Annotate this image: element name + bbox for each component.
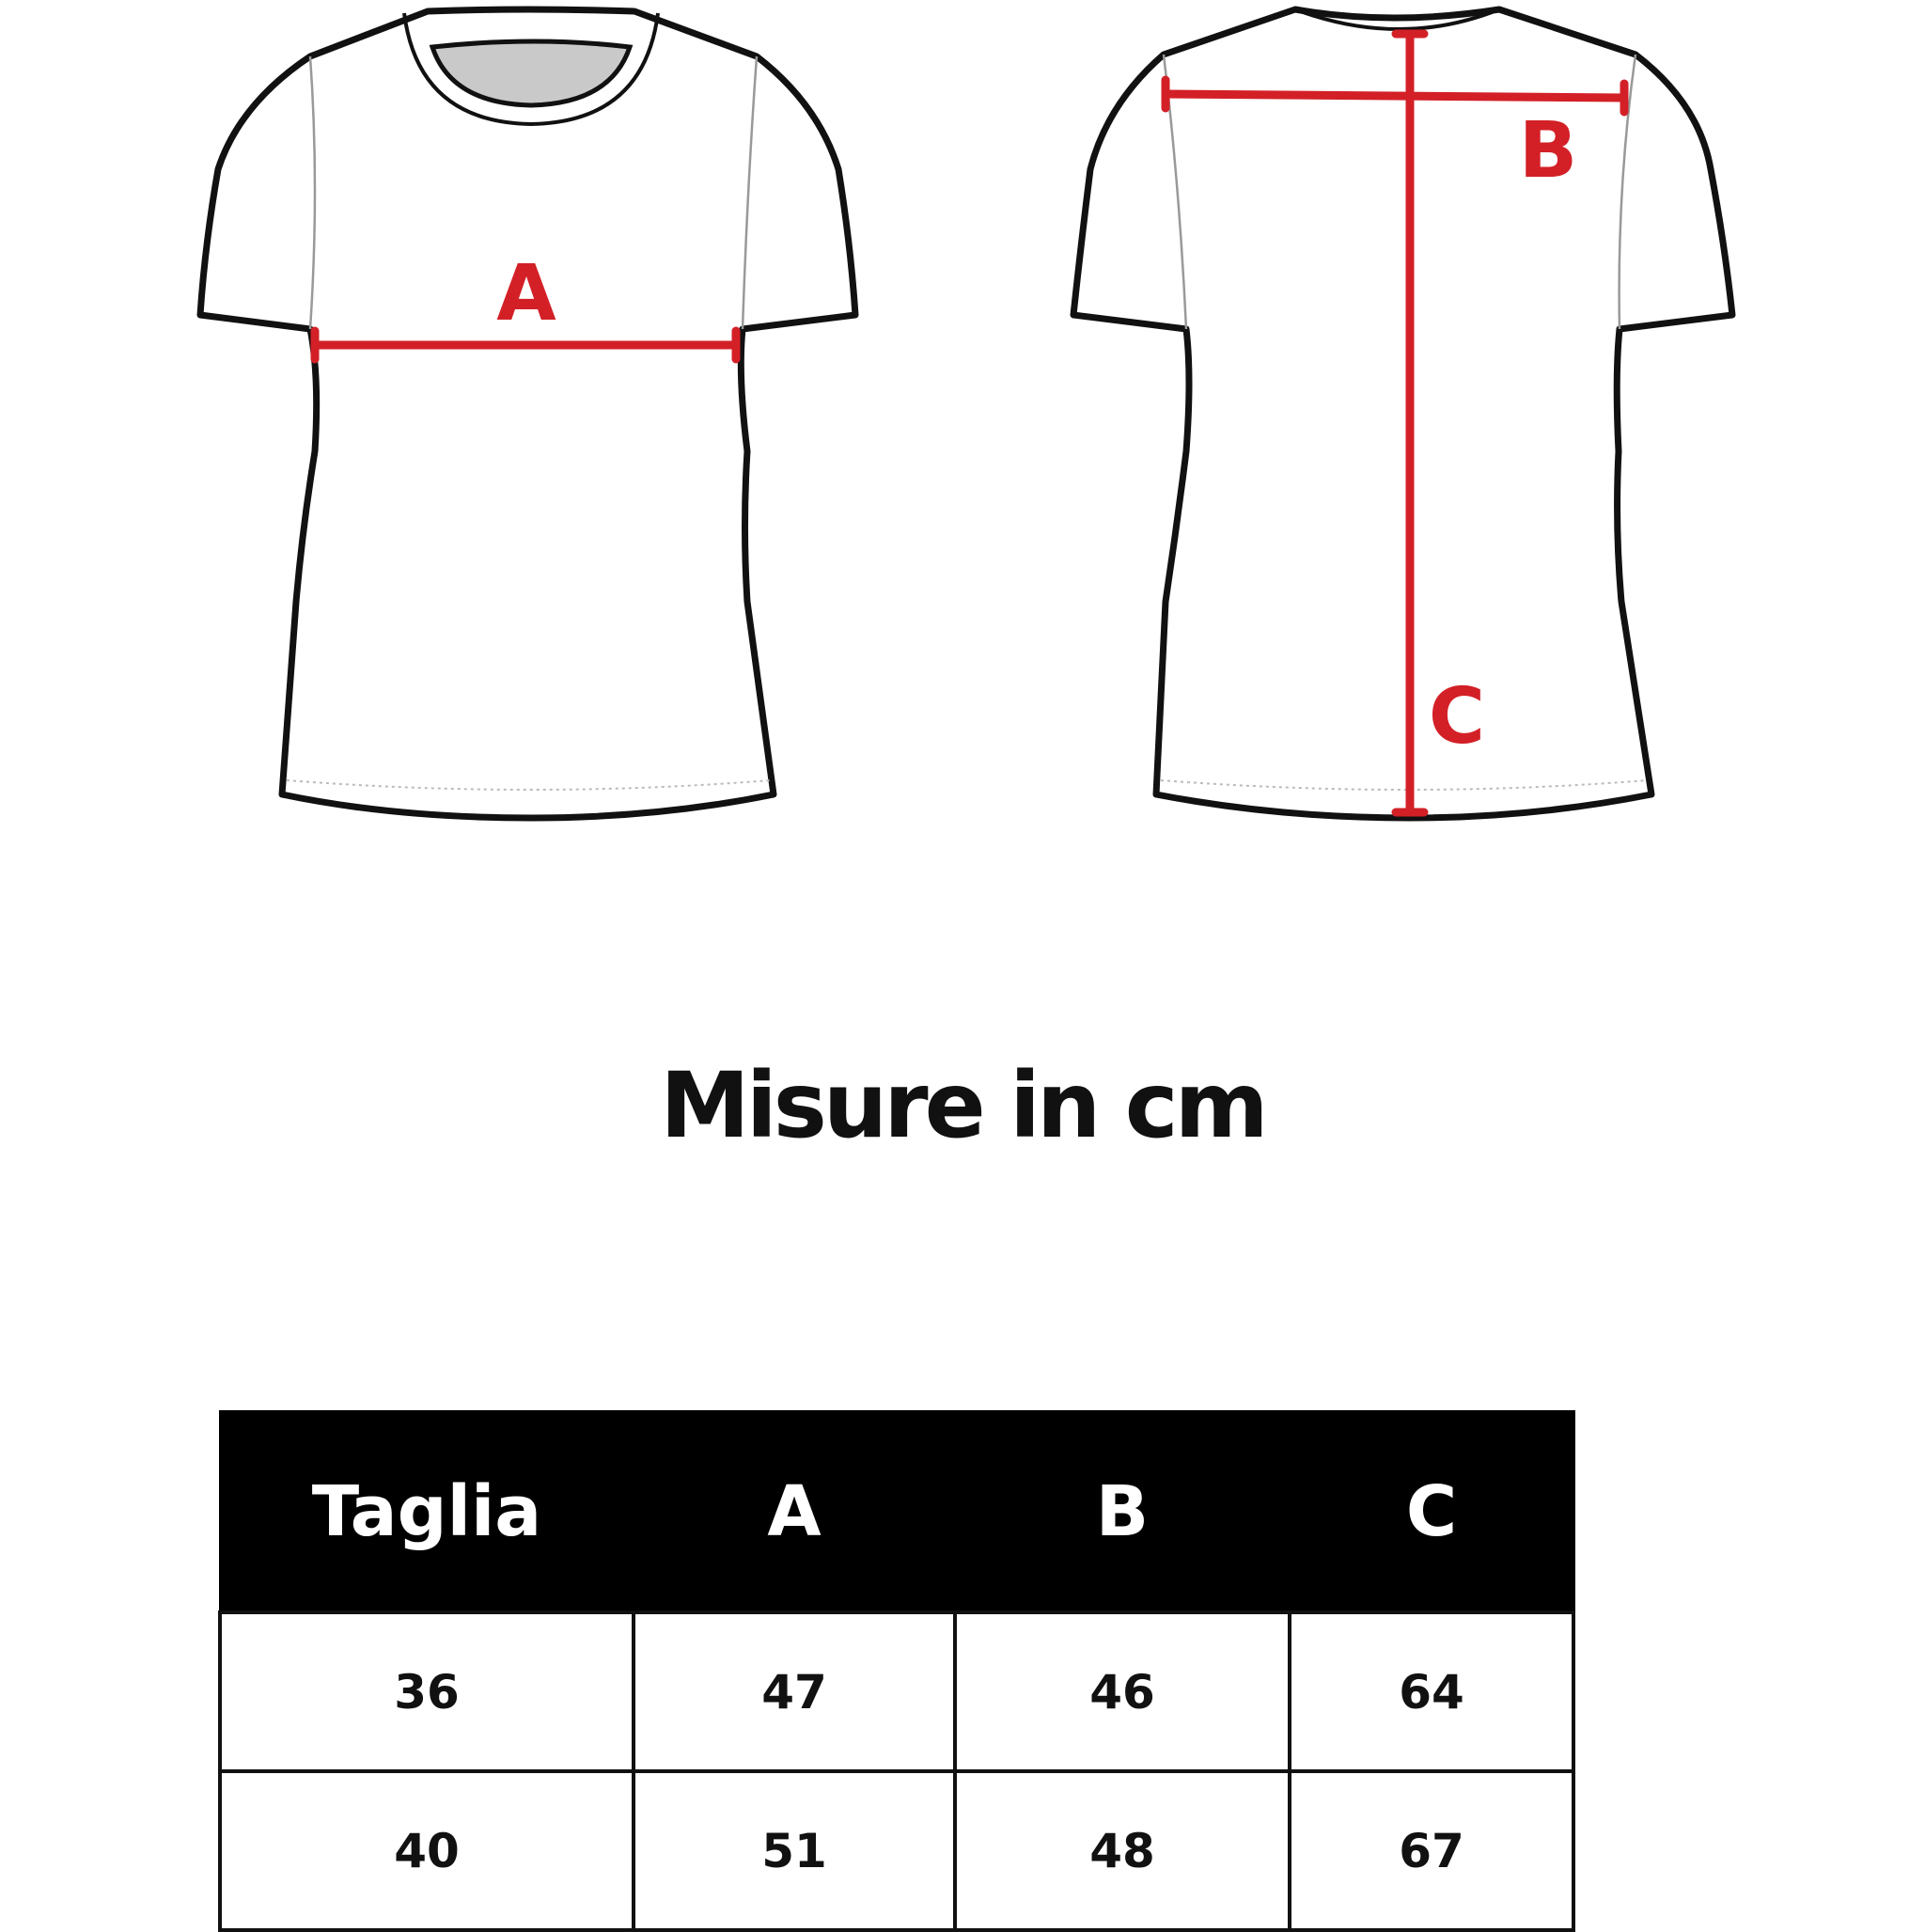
cell-a: 47 bbox=[634, 1612, 955, 1771]
header-b: B bbox=[955, 1412, 1290, 1613]
table-row bbox=[220, 1771, 1573, 1930]
measure-label-c: C bbox=[1428, 672, 1486, 762]
cell-size: 36 bbox=[220, 1612, 634, 1771]
measure-line-b bbox=[1166, 94, 1624, 98]
header-taglia: Taglia bbox=[220, 1412, 634, 1613]
table-header-row bbox=[220, 1412, 1573, 1613]
cell-a: 51 bbox=[634, 1771, 955, 1930]
front-shirt-outline bbox=[200, 9, 855, 818]
front-tshirt bbox=[200, 9, 855, 818]
cell-c: 64 bbox=[1290, 1612, 1573, 1771]
garment-diagrams bbox=[0, 0, 1925, 846]
cell-c: 67 bbox=[1290, 1771, 1573, 1930]
header-a: A bbox=[634, 1412, 955, 1613]
size-table bbox=[218, 1410, 1575, 1932]
back-tshirt bbox=[1073, 9, 1732, 818]
cell-b: 46 bbox=[955, 1612, 1290, 1771]
table-row bbox=[220, 1612, 1573, 1771]
page-title: Misure in cm bbox=[660, 1053, 1265, 1158]
measure-label-a: A bbox=[496, 249, 556, 338]
measure-label-b: B bbox=[1518, 106, 1578, 196]
cell-b: 48 bbox=[955, 1771, 1290, 1930]
cell-size: 40 bbox=[220, 1771, 634, 1930]
header-c: C bbox=[1290, 1412, 1573, 1613]
